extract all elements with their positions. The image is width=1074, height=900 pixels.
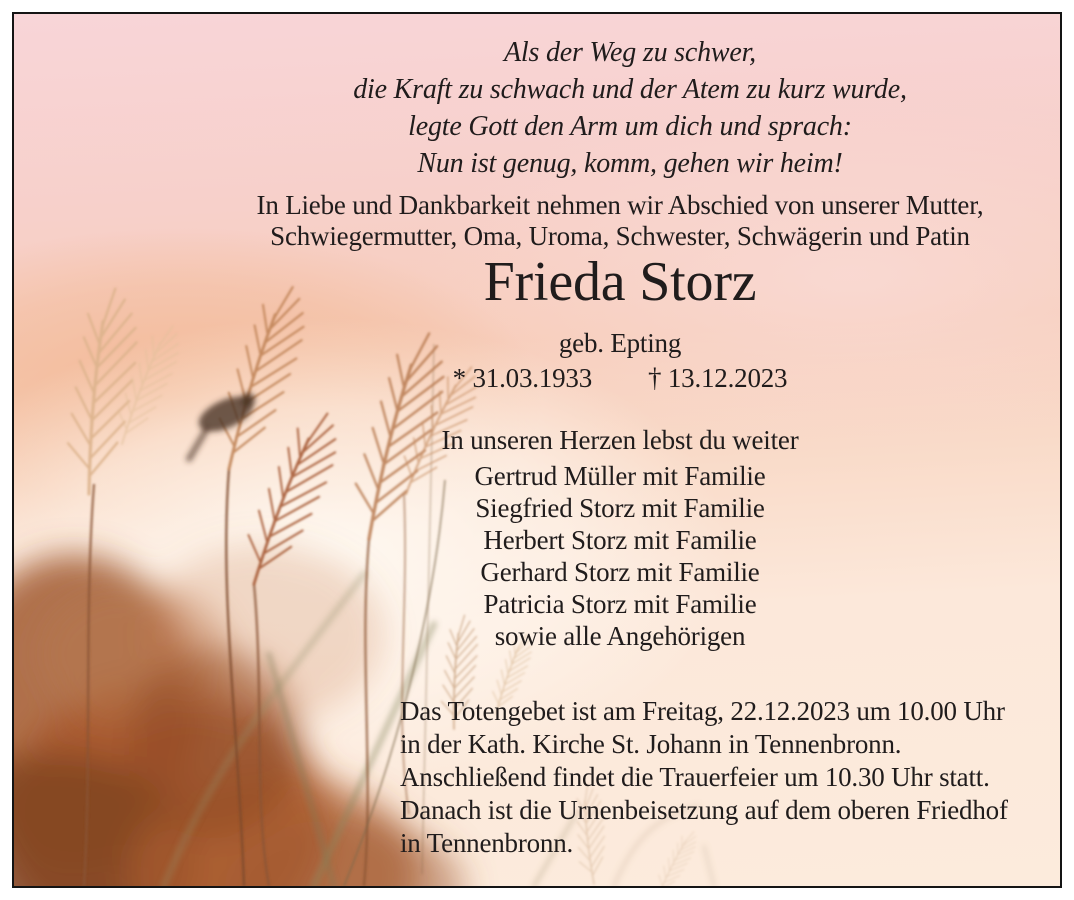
notice-frame [12,12,1062,888]
service-line: in Tennenbronn. [400,828,574,858]
notice-content [14,14,1060,886]
poem-line: legte Gott den Arm um dich und sprach: [408,111,852,142]
maiden-name: geb. Epting [558,328,682,358]
mourner-line: Siegfried Storz mit Familie [475,493,765,523]
mourner-line: Gertrud Müller mit Familie [474,461,766,491]
announcement-text [180,190,1060,252]
service-line: in der Kath. Kirche St. Johann in Tennenbronn. [400,729,902,759]
announcement-line: In Liebe und Dankbarkeit nehmen wir Abschied von unserer Mutter, [256,190,984,220]
service-line: Danach ist die Urnenbeisetzung auf dem oberen Friedhof [400,795,1008,825]
death-date: † 13.12.2023 [648,363,788,393]
memorial-line: In unseren Herzen lebst du weiter [441,425,799,455]
poem-line: die Kraft zu schwach und der Atem zu kurz wurde, [353,74,907,105]
epitaph-poem [200,34,1060,182]
mourner-line: Gerhard Storz mit Familie [480,557,760,587]
deceased-name: Frieda Storz [483,251,757,313]
birth-date: * 31.03.1933 [452,363,592,393]
mourner-line: Patricia Storz mit Familie [483,589,757,619]
poem-line: Als der Weg zu schwer, [503,37,756,68]
service-information [400,695,1060,860]
mourner-line: sowie alle Angehörigen [494,621,746,651]
announcement-line: Schwiegermutter, Oma, Uroma, Schwester, Schwägerin und Patin [270,221,970,251]
poem-line: Nun ist genug, komm, gehen wir heim! [417,148,843,179]
service-line: Anschließend findet die Trauerfeier um 10.30 Uhr statt. [400,762,990,792]
mourner-line: Herbert Storz mit Familie [483,525,757,555]
service-line: Das Totengebet ist am Freitag, 22.12.2023 um 10.00 Uhr [400,696,1005,726]
mourners-list [180,460,1060,652]
life-dates [180,363,1060,393]
